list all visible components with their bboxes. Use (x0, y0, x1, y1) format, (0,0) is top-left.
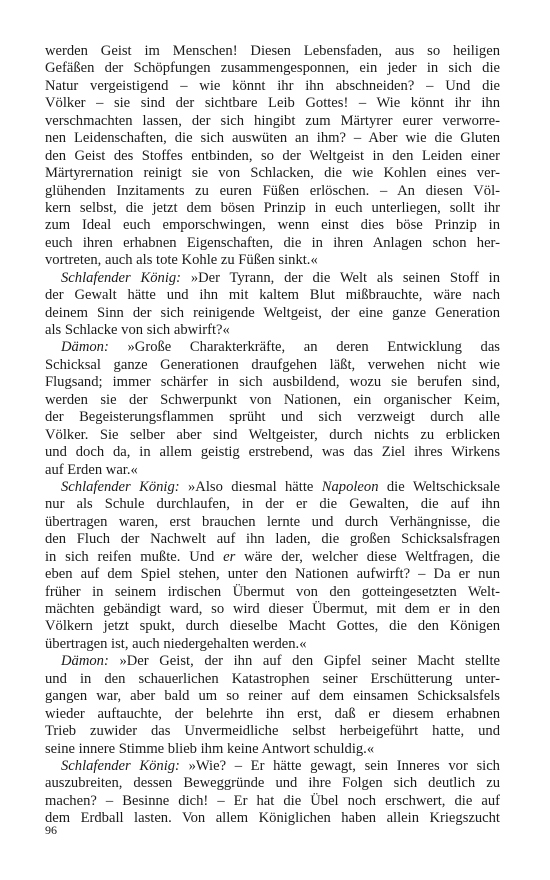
text-segment: zum Ideal euch emporschwingen, wenn einst dies böse Prinzip in (45, 217, 500, 234)
text-segment: »Große Charakterkräfte, an deren Entwicklung das (108, 339, 500, 356)
text-segment: den Fluch der Nachwelt auf ihn laden, die großen Schicksalsfragen (45, 531, 500, 548)
text-segment: wäre der, welcher diese Weltfragen, die (235, 548, 500, 565)
italic-segment: Schlafender König: (61, 757, 180, 774)
text-line (45, 462, 500, 479)
text-line (45, 496, 500, 513)
text-line (45, 706, 500, 723)
text-line (45, 235, 500, 252)
text-segment: wieder auftauchte, der belehrte ihn erst, daß er diesem erhabnen (45, 705, 500, 722)
text-segment: euch ihren erhabnen Eigenschaften, die in ihren Anlagen schon her- (45, 234, 500, 251)
text-segment: Gefäßen der Schöpfungen zusammengesponnen, ein jeder in sich die (45, 60, 500, 77)
text-segment: als Schlacke von sich abwirft?« (45, 322, 230, 338)
italic-segment: er (223, 548, 236, 565)
text-segment: eben auf dem Spiel stehen, unter den Nationen aufwirft? – Da er nun (45, 566, 500, 583)
text-segment: auf Erden war.« (45, 461, 138, 478)
text-segment: dem Erdball lasten. Von allem Königlichen haben allein Kriegszucht (45, 810, 500, 827)
text-segment: Völker – sie sind der sichtbare Leib Gottes! – Wie könnt ihr ihn (45, 95, 500, 112)
text-segment: Trieb zuwider das Unvermeidliche selbst herbeigeführt hatte, und (45, 723, 500, 740)
text-segment: Völker. Sie selber aber sind Weltgeister, durch nichts zu erblicken (45, 426, 500, 443)
text-line (45, 270, 500, 287)
text-line (45, 444, 500, 461)
text-line (45, 531, 500, 548)
text-line (45, 775, 500, 792)
italic-segment: Dämon: (61, 339, 109, 356)
text-segment: kern selbst, die jetzt dem bösen Prinzip in euch unterliegen, sollt ihr (45, 199, 500, 216)
text-segment: verschmachten lassen, der sich hingibt zum Märtyrer eurer verworre- (45, 112, 500, 129)
text-line (45, 392, 500, 409)
text-line (45, 653, 500, 670)
text-segment: werden sie der Schwerpunkt von Nationen, ein organischer Keim, (45, 391, 500, 408)
text-segment: der Begeisterungsflammen sprüht und sich verzweigt durch alle (45, 409, 500, 426)
text-line (45, 636, 500, 653)
text-line (45, 793, 500, 810)
text-line (45, 165, 500, 182)
text-segment: übertragen ist, auch niedergehalten werden.« (45, 635, 307, 652)
text-line (45, 479, 500, 496)
text-segment: Natur vergeistigend – wie könnt ihr ihn abschneiden? – Und die (45, 77, 500, 94)
text-segment: »Also diesmal hätte (179, 478, 322, 495)
text-line (45, 200, 500, 217)
text-line (45, 43, 500, 60)
text-line (45, 113, 500, 130)
text-line (45, 183, 500, 200)
text-segment: und doch da, in allem geistig erstrebend, was das Ziel ihres Wirkens (45, 444, 500, 461)
text-segment: und in den schauerlichen Katastrophen seiner Erschütterung unter- (45, 670, 500, 687)
text-line (45, 514, 500, 531)
text-line (45, 60, 500, 77)
text-segment: die Weltschicksale (378, 478, 500, 495)
text-line (45, 741, 500, 758)
text-segment: nen Leidenschaften, die sich auswüten an ihm? – Aber wie die Gluten (45, 130, 500, 147)
text-line (45, 305, 500, 322)
text-segment: Flugsand; immer schärfer in sich ausbildend, wozu sie berufen sind, (45, 374, 500, 391)
italic-segment: Dämon: (61, 653, 109, 670)
text-line (45, 217, 500, 234)
text-line (45, 322, 500, 339)
page-number: 96 (45, 823, 57, 837)
text-segment: »Der Tyrann, der die Welt als seinen Stoff in (181, 269, 500, 286)
text-line (45, 357, 500, 374)
text-segment: deinem Sinn der sich reinigende Weltgeist, der eine ganze Generation (45, 304, 500, 321)
text-segment: Märtyrernation reinigt sie von Schlacken, die wie Kohlen eines ver- (45, 165, 500, 182)
text-segment: Schicksal ganze Generationen draufgehen läßt, verwehen nicht wie (45, 356, 500, 373)
text-line (45, 148, 500, 165)
text-segment: glühenden Inzitaments zu euren Füßen erlöschen. – An diesen Völ- (45, 182, 500, 199)
text-segment: seine innere Stimme blieb ihm keine Antwort schuldig.« (45, 740, 375, 757)
italic-segment: Schlafender König: (61, 269, 182, 286)
text-segment: früher in seinem irdischen Übermut von den gotteingesetzten Welt- (45, 583, 500, 600)
text-segment: in sich reifen mußte. Und (45, 548, 224, 565)
text-line (45, 549, 500, 566)
text-line (45, 339, 500, 356)
text-line (45, 601, 500, 618)
text-line (45, 130, 500, 147)
text-line (45, 95, 500, 112)
text-line (45, 374, 500, 391)
text-segment: auszubreiten, dessen Beweggründe und ihre Folgen sich deutlich zu (45, 775, 500, 792)
text-line (45, 78, 500, 95)
text-segment: »Wie? – Er hätte gewagt, sein Inneres vor sich (179, 757, 500, 774)
text-segment: werden Geist im Menschen! Diesen Lebensfaden, aus so heiligen (45, 43, 500, 59)
text-line (45, 618, 500, 635)
text-segment: nur als Schule durchlaufen, in der er die Gewalten, die auf ihn (45, 496, 500, 513)
text-line (45, 566, 500, 583)
text-line (45, 723, 500, 740)
text-line (45, 688, 500, 705)
text-segment: mächten gebändigt ward, so wird dieser Übermut, mit dem er in den (45, 601, 500, 617)
italic-segment: Napoleon (321, 478, 379, 495)
text-segment: Völkern jetzt spukt, durch dieselbe Macht Gottes, die den Königen (45, 618, 500, 635)
text-segment: gangen war, aber bald um so reiner auf dem einsamen Schicksalsfels (45, 688, 500, 705)
text-segment: den Geist des Stoffes entbinden, so der Weltgeist in den Leiden einer (45, 147, 500, 164)
text-line (45, 252, 500, 269)
text-line (45, 287, 500, 304)
text-segment: der Gewalt hätte und ihn mit kaltem Blut mißbrauchte, wäre nach (45, 287, 500, 304)
text-line (45, 758, 500, 775)
body-text (45, 43, 500, 828)
text-line (45, 584, 500, 601)
italic-segment: Schlafender König: (61, 478, 180, 495)
text-segment: machen? – Besinne dich! – Er hat die Übel noch erschwert, die auf (45, 792, 500, 809)
text-segment: übertragen waren, erst brauchen lernte und durch Verhängnisse, die (45, 513, 500, 530)
text-line (45, 671, 500, 688)
text-line (45, 409, 500, 426)
text-segment: »Der Geist, der ihn auf den Gipfel seiner Macht stellte (108, 653, 500, 670)
text-line (45, 810, 500, 827)
text-segment: vortreten, auch als tote Kohle zu Füßen sinkt.« (45, 252, 318, 269)
text-line (45, 427, 500, 444)
